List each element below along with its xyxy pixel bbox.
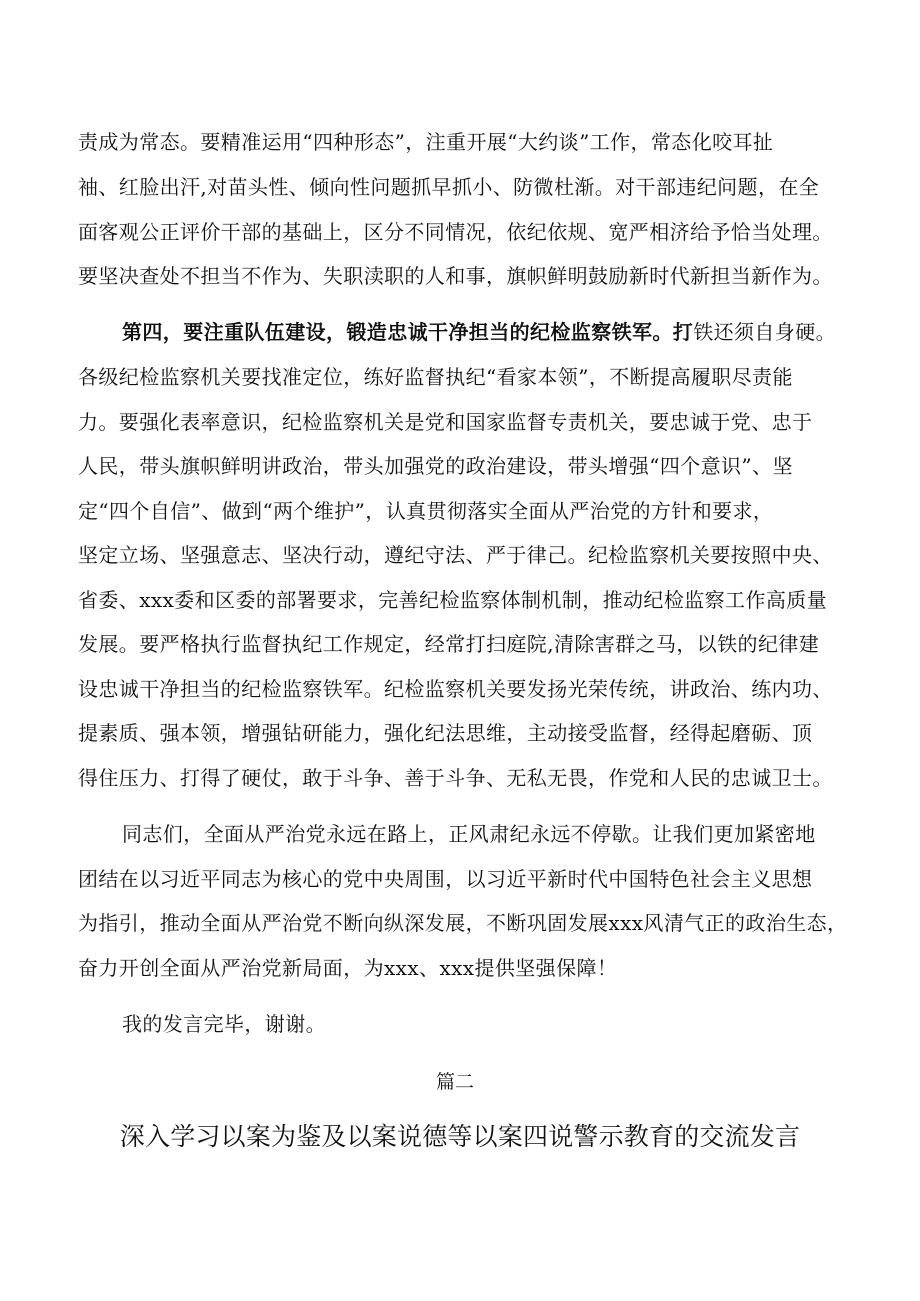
paragraph-line: 团结在以习近平同志为核心的党中央周围，以习近平新时代中国特色社会主义思想 — [78, 867, 813, 891]
document-title: 深入学习以案为鉴及以案说德等以案四说警示教育的交流发言 — [119, 1122, 801, 1151]
paragraph-line: 要坚决查处不担当不作为、失职渎职的人和事，旗帜鲜明鼓励新时代新担当新作为。 — [78, 264, 833, 288]
paragraph-line: 省委、xxx委和区委的部署要求，完善纪检监察体制机制，推动纪检监察工作高质量 — [78, 588, 828, 612]
paragraph-line: 设忠诚干净担当的纪检监察铁军。纪检监察机关要发扬光荣传统，讲政治、练内功、 — [78, 677, 833, 701]
paragraph-line: 为指引，推动全面从严治党不断向纵深发展，不断巩固发展xxx风清气正的政治生态， — [78, 911, 848, 935]
paragraph-lead-rest: 铁还须自身硬。 — [693, 320, 837, 344]
paragraph-line: 责成为常态。要精准运用“四种形态”，注重开展“大约谈”工作，常态化咬耳扯 — [78, 130, 774, 154]
paragraph-line: 坚定立场、坚强意志、坚决行动，遵纪守法、严于律己。纪检监察机关要按照中央、 — [78, 543, 833, 567]
closing-line: 我的发言完毕，谢谢。 — [122, 1012, 326, 1036]
paragraph-line: 袖、红脸出汗,对苗头性、倾向性问题抓早抓小、防微杜渐。对干部违纪问题，在全 — [78, 175, 820, 199]
paragraph-line: 定“四个自信”、做到“两个维护”，认真贯彻落实全面从严治党的方针和要求， — [78, 499, 774, 523]
paragraph-line: 面客观公正评价干部的基础上，区分不同情况，依纪依规、宽严相济给予恰当处理。 — [78, 220, 833, 244]
paragraph-line: 得住压力、打得了硬仗，敢于斗争、善于斗争、无私无畏，作党和人民的忠诚卫士。 — [78, 766, 833, 790]
section-label: 篇二 — [435, 1071, 474, 1093]
paragraph-line: 人民，带头旗帜鲜明讲政治，带头加强党的政治建设，带头增强“四个意识”、坚 — [78, 454, 793, 478]
paragraph-line: 奋力开创全面从严治党新局面，为xxx、xxx提供坚强保障！ — [78, 956, 618, 980]
paragraph-line: 发展。要严格执行监督执纪工作规定，经常打扫庭院,清除害群之马，以铁的纪律建 — [78, 632, 820, 656]
paragraph-line: 力。要强化表率意识，纪检监察机关是党和国家监督专责机关，要忠诚于党、忠于 — [78, 410, 813, 434]
paragraph-line: 提素质、强本领，增强钻研能力，强化纪法思维，主动接受监督，经得起磨砺、顶 — [78, 721, 813, 745]
paragraph-heading: 第四，要注重队伍建设，锻造忠诚干净担当的纪检监察铁军。打 — [122, 320, 694, 344]
paragraph-line: 各级纪检监察机关要找准定位，练好监督执纪“看家本领”，不断提高履职尽责能 — [78, 365, 793, 389]
paragraph-line: 同志们，全面从严治党永远在路上，正风肃纪永远不停歇。让我们更加紧密地 — [122, 822, 816, 846]
paragraph-lead-line — [122, 318, 836, 346]
